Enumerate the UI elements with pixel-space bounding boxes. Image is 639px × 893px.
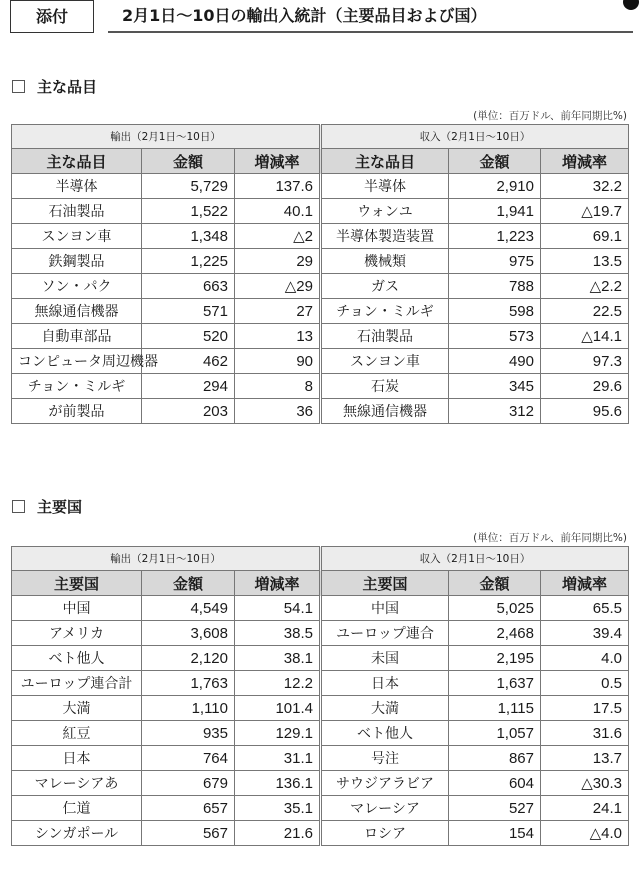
col-header-country: 主要国 [12, 571, 142, 596]
export-name-cell: 仁道 [12, 796, 142, 821]
col-header-item: 主な品目 [321, 149, 449, 174]
import-amount-cell: 490 [449, 349, 541, 374]
export-amount-cell: 1,110 [142, 696, 235, 721]
table-row [12, 771, 629, 796]
import-name-cell: ユーロップ連合 [321, 621, 449, 646]
col-header-amount: 金額 [142, 571, 235, 596]
import-amount-cell: 975 [449, 249, 541, 274]
export-name-cell: 中国 [12, 596, 142, 621]
export-change-cell: △29 [235, 274, 321, 299]
import-name-cell: 無線通信機器 [321, 399, 449, 424]
export-amount-cell: 462 [142, 349, 235, 374]
import-name-cell: 日本 [321, 671, 449, 696]
import-name-cell: ベト他人 [321, 721, 449, 746]
export-amount-cell: 571 [142, 299, 235, 324]
import-name-cell: 半導体製造装置 [321, 224, 449, 249]
table-row [12, 796, 629, 821]
table-row [12, 199, 629, 224]
import-amount-cell: 1,057 [449, 721, 541, 746]
export-name-cell: 日本 [12, 746, 142, 771]
export-change-cell: 13 [235, 324, 321, 349]
export-change-cell: 35.1 [235, 796, 321, 821]
export-amount-cell: 1,763 [142, 671, 235, 696]
import-name-cell: 大満 [321, 696, 449, 721]
items-unit-note: (単位：百万ドル、前年同期比%) [473, 110, 627, 122]
table-row [12, 324, 629, 349]
import-change-cell: 13.7 [541, 746, 629, 771]
import-name-cell: ロシア [321, 821, 449, 846]
import-amount-cell: 5,025 [449, 596, 541, 621]
import-amount-cell: 154 [449, 821, 541, 846]
import-change-cell: 24.1 [541, 796, 629, 821]
table-row [12, 621, 629, 646]
export-period-label: 輸出（2月1日～10日） [12, 125, 321, 149]
col-header-country: 主要国 [321, 571, 449, 596]
countries-unit-note: (単位：百万ドル、前年同期比%) [473, 532, 627, 544]
export-amount-cell: 294 [142, 374, 235, 399]
export-name-cell: 紅豆 [12, 721, 142, 746]
import-amount-cell: 573 [449, 324, 541, 349]
export-name-cell: チョン・ミルギ [12, 374, 142, 399]
export-change-cell: 31.1 [235, 746, 321, 771]
import-change-cell: 31.6 [541, 721, 629, 746]
import-amount-cell: 1,223 [449, 224, 541, 249]
col-header-amount: 金額 [449, 571, 541, 596]
table-row [12, 721, 629, 746]
export-name-cell: マレーシアあ [12, 771, 142, 796]
export-name-cell: 鉄鋼製品 [12, 249, 142, 274]
table-row [12, 821, 629, 846]
col-header-change: 増減率 [541, 571, 629, 596]
col-header-amount: 金額 [449, 149, 541, 174]
import-amount-cell: 788 [449, 274, 541, 299]
import-change-cell: △30.3 [541, 771, 629, 796]
checkbox-icon[interactable] [12, 80, 25, 93]
attachment-tag: 添付 [10, 0, 94, 33]
col-header-change: 増減率 [235, 571, 321, 596]
import-name-cell: ガス [321, 274, 449, 299]
export-change-cell: 38.5 [235, 621, 321, 646]
export-amount-cell: 935 [142, 721, 235, 746]
import-amount-cell: 598 [449, 299, 541, 324]
countries-section-heading [12, 496, 82, 517]
export-name-cell: アメリカ [12, 621, 142, 646]
export-change-cell: 40.1 [235, 199, 321, 224]
export-change-cell: 54.1 [235, 596, 321, 621]
export-name-cell: シンガポール [12, 821, 142, 846]
import-name-cell: 半導体 [321, 174, 449, 199]
table-row [12, 399, 629, 424]
import-change-cell: 95.6 [541, 399, 629, 424]
export-name-cell: 無線通信機器 [12, 299, 142, 324]
export-amount-cell: 764 [142, 746, 235, 771]
import-amount-cell: 867 [449, 746, 541, 771]
import-change-cell: 65.5 [541, 596, 629, 621]
export-amount-cell: 663 [142, 274, 235, 299]
table-row [12, 374, 629, 399]
export-change-cell: 129.1 [235, 721, 321, 746]
export-name-cell: 大満 [12, 696, 142, 721]
page-header [10, 0, 633, 34]
export-change-cell: 8 [235, 374, 321, 399]
table-row [12, 224, 629, 249]
items-heading-label: 主な品目 [37, 78, 98, 96]
import-change-cell: △2.2 [541, 274, 629, 299]
import-change-cell: 22.5 [541, 299, 629, 324]
import-change-cell: 4.0 [541, 646, 629, 671]
export-amount-cell: 567 [142, 821, 235, 846]
export-name-cell: ソン・パク [12, 274, 142, 299]
export-name-cell: が前製品 [12, 399, 142, 424]
import-change-cell: 13.5 [541, 249, 629, 274]
import-period-label: 収入（2月1日～10日） [321, 125, 629, 149]
export-name-cell: 自動車部品 [12, 324, 142, 349]
import-change-cell: 32.2 [541, 174, 629, 199]
export-change-cell: 137.6 [235, 174, 321, 199]
export-amount-cell: 657 [142, 796, 235, 821]
import-change-cell: 29.6 [541, 374, 629, 399]
export-amount-cell: 2,120 [142, 646, 235, 671]
corner-badge [623, 0, 639, 10]
import-change-cell: △4.0 [541, 821, 629, 846]
import-amount-cell: 2,910 [449, 174, 541, 199]
export-amount-cell: 1,348 [142, 224, 235, 249]
table-row [12, 596, 629, 621]
import-name-cell: 号注 [321, 746, 449, 771]
import-change-cell: △14.1 [541, 324, 629, 349]
items-table [11, 124, 629, 424]
export-name-cell: スンヨン車 [12, 224, 142, 249]
export-change-cell: 29 [235, 249, 321, 274]
table-row [12, 299, 629, 324]
export-amount-cell: 520 [142, 324, 235, 349]
export-change-cell: 90 [235, 349, 321, 374]
export-change-cell: 12.2 [235, 671, 321, 696]
import-name-cell: 中国 [321, 596, 449, 621]
table-row [12, 249, 629, 274]
import-amount-cell: 1,115 [449, 696, 541, 721]
table-row [12, 696, 629, 721]
table-row [12, 174, 629, 199]
table-row [12, 274, 629, 299]
export-name-cell: 石油製品 [12, 199, 142, 224]
col-header-item: 主な品目 [12, 149, 142, 174]
col-header-change: 増減率 [235, 149, 321, 174]
import-name-cell: チョン・ミルギ [321, 299, 449, 324]
export-period-label: 輸出（2月1日～10日） [12, 547, 321, 571]
table-row [12, 746, 629, 771]
countries-heading-label: 主要国 [37, 498, 83, 516]
import-amount-cell: 345 [449, 374, 541, 399]
export-amount-cell: 4,549 [142, 596, 235, 621]
export-name-cell: ベト他人 [12, 646, 142, 671]
import-name-cell: 機械類 [321, 249, 449, 274]
export-name-cell: 半導体 [12, 174, 142, 199]
import-name-cell: スンヨン車 [321, 349, 449, 374]
export-amount-cell: 3,608 [142, 621, 235, 646]
import-change-cell: 97.3 [541, 349, 629, 374]
import-name-cell: 石油製品 [321, 324, 449, 349]
export-amount-cell: 1,522 [142, 199, 235, 224]
export-amount-cell: 5,729 [142, 174, 235, 199]
page-title: 2月1日～10日の輸出入統計（主要品目および国） [108, 0, 633, 33]
export-name-cell: ユーロップ連合計 [12, 671, 142, 696]
col-header-amount: 金額 [142, 149, 235, 174]
export-amount-cell: 203 [142, 399, 235, 424]
export-name-cell: コンピュータ周辺機器 [12, 349, 142, 374]
export-change-cell: 101.4 [235, 696, 321, 721]
import-amount-cell: 312 [449, 399, 541, 424]
items-section-heading [12, 76, 97, 97]
import-name-cell: 石炭 [321, 374, 449, 399]
import-change-cell: △19.7 [541, 199, 629, 224]
import-amount-cell: 1,941 [449, 199, 541, 224]
import-name-cell: ウォンユ [321, 199, 449, 224]
table-row [12, 671, 629, 696]
import-change-cell: 69.1 [541, 224, 629, 249]
import-change-cell: 17.5 [541, 696, 629, 721]
import-amount-cell: 527 [449, 796, 541, 821]
import-amount-cell: 1,637 [449, 671, 541, 696]
import-amount-cell: 604 [449, 771, 541, 796]
export-amount-cell: 679 [142, 771, 235, 796]
import-change-cell: 0.5 [541, 671, 629, 696]
export-change-cell: 136.1 [235, 771, 321, 796]
export-change-cell: 27 [235, 299, 321, 324]
import-name-cell: マレーシア [321, 796, 449, 821]
import-amount-cell: 2,468 [449, 621, 541, 646]
import-change-cell: 39.4 [541, 621, 629, 646]
export-change-cell: 21.6 [235, 821, 321, 846]
export-change-cell: 38.1 [235, 646, 321, 671]
import-amount-cell: 2,195 [449, 646, 541, 671]
import-name-cell: サウジアラビア [321, 771, 449, 796]
export-change-cell: 36 [235, 399, 321, 424]
export-amount-cell: 1,225 [142, 249, 235, 274]
countries-table [11, 546, 629, 846]
table-row [12, 349, 629, 374]
export-change-cell: △2 [235, 224, 321, 249]
import-period-label: 収入（2月1日～10日） [321, 547, 629, 571]
table-row [12, 646, 629, 671]
checkbox-icon[interactable] [12, 500, 25, 513]
import-name-cell: 未国 [321, 646, 449, 671]
col-header-change: 増減率 [541, 149, 629, 174]
